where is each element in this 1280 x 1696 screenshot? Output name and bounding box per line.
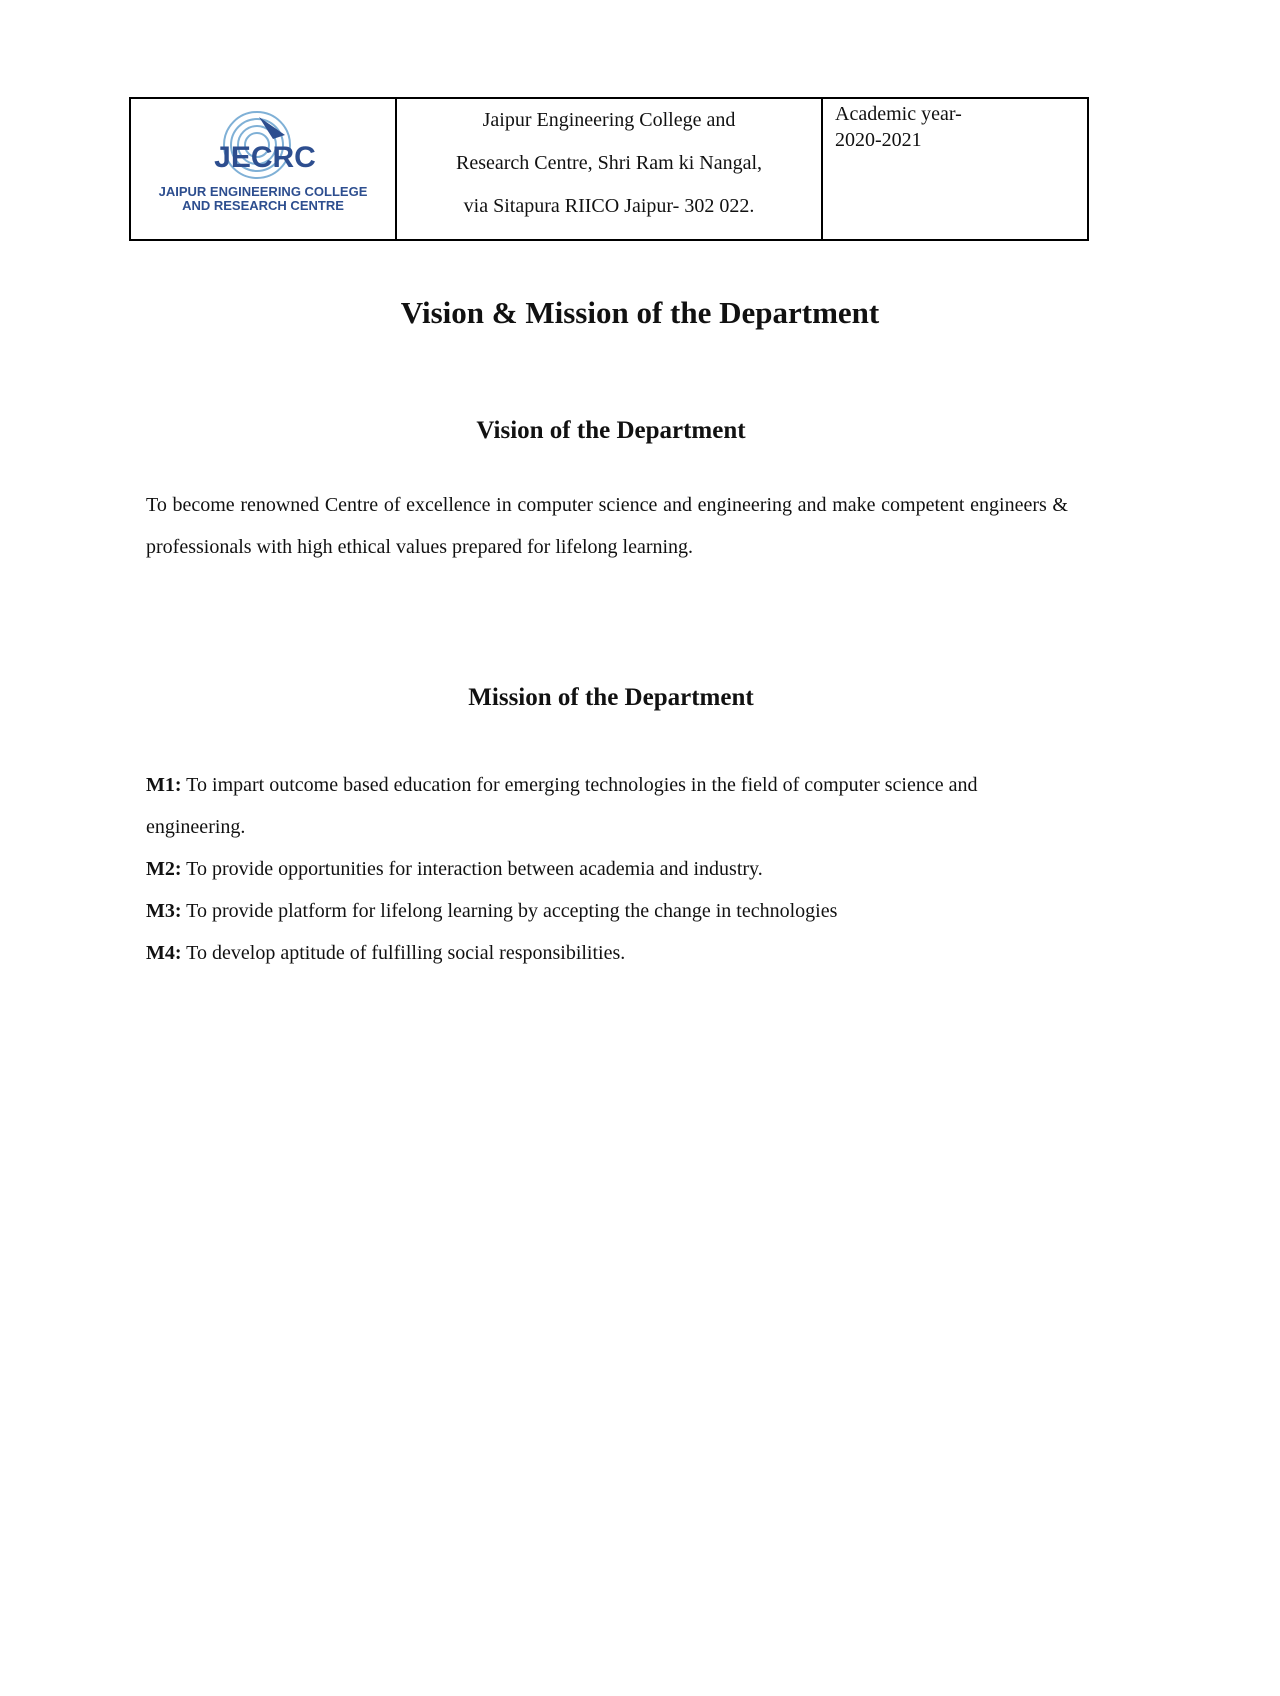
college-logo	[131, 99, 395, 239]
vision-text: To become renowned Centre of excellence in computer science and engineering and make competent engineers & professionals with high ethical values prepared for lifelong learning.	[146, 494, 1068, 558]
address-line2: Research Centre, Shri Ram ki Nangal,	[455, 152, 763, 174]
mission-heading: Mission of the Department	[468, 684, 754, 711]
page-title: Vision & Mission of the Department	[400, 295, 880, 330]
mission-text: To provide platform for lifelong learning by accepting the change in technologies	[181, 900, 838, 922]
academic-year-value: 2020-2021	[835, 129, 922, 151]
logo-cell	[130, 98, 396, 240]
mission-label: M3:	[146, 900, 182, 922]
mission-list	[146, 764, 1071, 974]
mission-text: To impart outcome based education for emerging technologies in the field of computer science and engineering.	[146, 774, 978, 838]
logo-caption	[131, 185, 395, 213]
address-cell	[396, 98, 822, 240]
address-line3: via Sitapura RIICO Jaipur- 302 022.	[463, 195, 755, 217]
mission-text: To develop aptitude of fulfilling social responsibilities.	[181, 942, 626, 964]
mission-item-m3	[146, 890, 1071, 932]
mission-item-m1	[146, 764, 1071, 848]
academic-year-label: Academic year-	[835, 103, 962, 125]
logo-caption-line2: AND RESEARCH CENTRE	[182, 198, 344, 213]
svg-text:JECRC: JECRC	[214, 141, 316, 174]
mission-label: M4:	[146, 942, 182, 964]
mission-label: M1:	[146, 774, 182, 796]
address-line1: Jaipur Engineering College and	[482, 109, 736, 131]
header-table	[129, 97, 1089, 241]
mission-item-m2	[146, 848, 1071, 890]
mission-label: M2:	[146, 858, 182, 880]
mission-text: To provide opportunities for interaction between academia and industry.	[181, 858, 763, 880]
vision-heading: Vision of the Department	[476, 417, 746, 444]
mission-item-m4	[146, 932, 1071, 974]
academic-year-cell	[822, 98, 1088, 240]
jecrc-logo-icon	[214, 109, 316, 187]
logo-caption-line1: JAIPUR ENGINEERING COLLEGE	[158, 184, 368, 199]
